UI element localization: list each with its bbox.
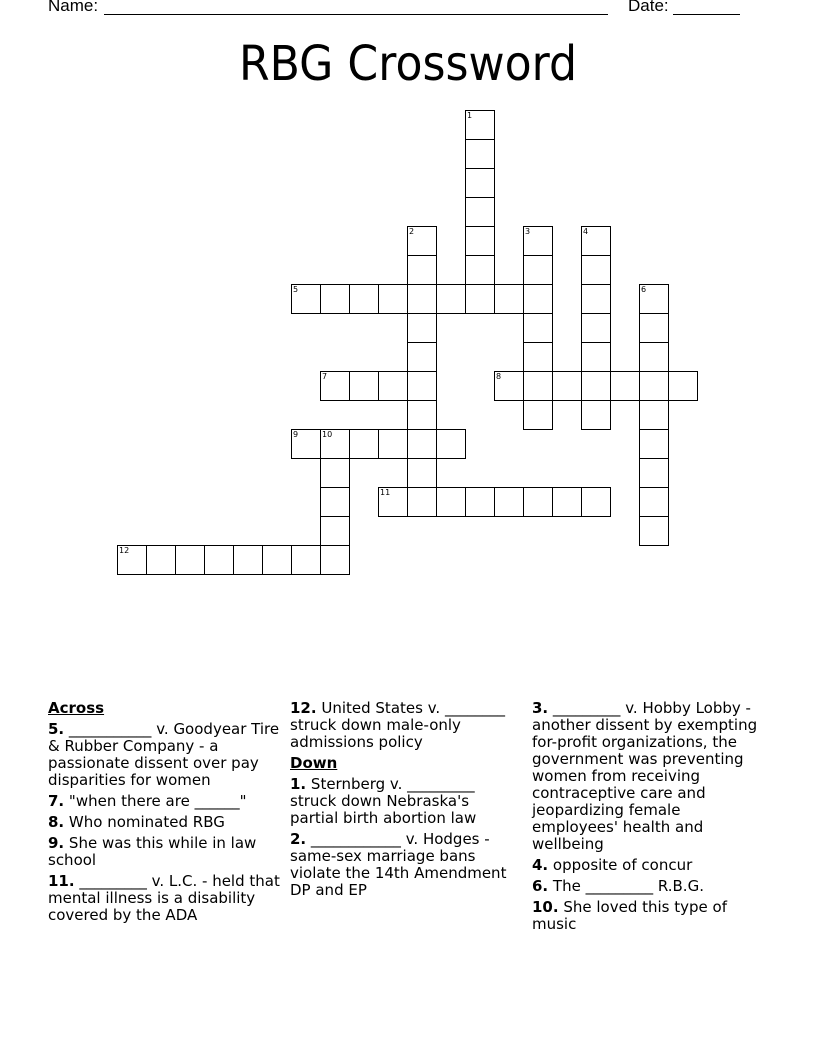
grid-cell[interactable] [378,371,408,401]
grid-cell[interactable] [407,255,437,285]
across-heading: Across [48,699,105,717]
clue-across-12 [290,700,522,751]
cell-number: 9 [293,430,299,439]
grid-cell[interactable] [378,429,408,459]
clue-number: 9. [48,834,65,852]
grid-cell[interactable] [494,487,524,517]
clues-column-3 [532,700,764,937]
grid-cell[interactable] [349,429,379,459]
grid-cell[interactable] [523,487,553,517]
grid-cell[interactable] [465,226,495,256]
clue-number: 7. [48,792,65,810]
grid-cell[interactable] [552,487,582,517]
grid-cell[interactable] [436,487,466,517]
grid-cell[interactable] [349,371,379,401]
grid-cell[interactable] [639,458,669,488]
clue-down-10 [532,899,764,933]
grid-cell[interactable] [494,371,524,401]
grid-cell[interactable] [320,284,350,314]
cell-number: 7 [322,372,328,381]
grid-cell[interactable] [407,226,437,256]
grid-cell[interactable] [552,371,582,401]
grid-cell[interactable] [523,284,553,314]
date-label: Date: [628,0,669,15]
grid-cell[interactable] [465,197,495,227]
clue-down-6 [532,878,764,895]
grid-cell[interactable] [639,400,669,430]
clue-down-3 [532,700,764,853]
grid-cell[interactable] [639,371,669,401]
clue-number: 3. [532,699,549,717]
grid-cell[interactable] [668,371,698,401]
grid-cell[interactable] [523,313,553,343]
clue-across-7 [48,793,280,810]
cell-number: 2 [409,227,415,236]
clue-text: She loved this type of music [532,898,727,933]
grid-cell[interactable] [407,284,437,314]
grid-cell[interactable] [639,342,669,372]
grid-cell[interactable] [175,545,205,575]
clue-text: United States v. ________ struck down male-only admissions policy [290,699,505,751]
grid-cell[interactable] [291,284,321,314]
clue-number: 12. [290,699,317,717]
clue-number: 8. [48,813,65,831]
grid-cell[interactable] [436,284,466,314]
down-heading: Down [290,754,338,772]
grid-cell[interactable] [639,284,669,314]
grid-cell[interactable] [407,342,437,372]
grid-cell[interactable] [523,400,553,430]
grid-cell[interactable] [233,545,263,575]
grid-cell[interactable] [407,371,437,401]
clue-across-11 [48,873,280,924]
grid-cell[interactable] [523,371,553,401]
clue-number: 11. [48,872,75,890]
clues-column-2 [290,700,522,903]
grid-cell[interactable] [407,313,437,343]
cell-number: 1 [467,111,473,120]
grid-cell[interactable] [581,226,611,256]
grid-cell[interactable] [465,139,495,169]
cell-number: 3 [525,227,531,236]
clue-across-5 [48,721,280,789]
clue-number: 5. [48,720,65,738]
grid-cell[interactable] [320,487,350,517]
clue-down-4 [532,857,764,874]
grid-cell[interactable] [639,313,669,343]
clue-across-9 [48,835,280,869]
cell-number: 10 [322,430,333,439]
grid-cell[interactable] [639,516,669,546]
name-label: Name: [48,0,99,15]
clue-text: ___________ v. Goodyear Tire & Rubber Company - a passionate dissent over pay disparities for women [48,720,280,789]
grid-cell[interactable] [436,429,466,459]
grid-cell[interactable] [581,313,611,343]
grid-cell[interactable] [407,458,437,488]
clue-text: She was this while in law school [48,834,257,869]
grid-cell[interactable] [465,487,495,517]
grid-cell[interactable] [465,255,495,285]
clues-column-1 [48,700,280,928]
grid-cell[interactable] [465,284,495,314]
clue-text: Sternberg v. _________ struck down Nebraska's partial birth abortion law [290,775,477,827]
clue-number: 2. [290,830,307,848]
clue-number: 1. [290,775,307,793]
cell-number: 4 [583,227,589,236]
grid-cell[interactable] [581,255,611,285]
grid-cell[interactable] [320,371,350,401]
grid-cell[interactable] [407,400,437,430]
clue-number: 10. [532,898,559,916]
clue-text: _________ v. L.C. - held that mental illness is a disability covered by the ADA [48,872,280,924]
cell-number: 12 [119,546,130,555]
clue-down-2 [290,831,522,899]
grid-cell[interactable] [378,284,408,314]
grid-cell[interactable] [581,400,611,430]
clue-text: _________ v. Hobby Lobby - another dissent by exempting for-profit organizations, the government was preventing women from receiving contraceptive care and jeopardizing female employees' health and wellbeing [532,699,758,853]
grid-cell[interactable] [581,371,611,401]
grid-cell[interactable] [465,110,495,140]
grid-cell[interactable] [610,371,640,401]
clue-number: 6. [532,877,549,895]
grid-cell[interactable] [117,545,147,575]
clue-across-8 [48,814,280,831]
cell-number: 5 [293,285,299,294]
grid-cell[interactable] [291,545,321,575]
cell-number: 8 [496,372,502,381]
clue-text: Who nominated RBG [68,813,225,831]
grid-cell[interactable] [349,284,379,314]
grid-cell[interactable] [320,429,350,459]
grid-cell[interactable] [146,545,176,575]
grid-cell[interactable] [320,545,350,575]
cell-number: 6 [641,285,647,294]
clue-text: opposite of concur [552,856,693,874]
grid-cell[interactable] [523,226,553,256]
grid-cell[interactable] [523,255,553,285]
grid-cell[interactable] [320,516,350,546]
clue-text: "when there are ______" [68,792,247,810]
clue-text: The _________ R.B.G. [552,877,704,895]
grid-cell[interactable] [523,342,553,372]
grid-cell[interactable] [581,487,611,517]
grid-cell[interactable] [639,429,669,459]
grid-cell[interactable] [291,429,321,459]
grid-cell[interactable] [320,458,350,488]
grid-cell[interactable] [378,487,408,517]
clue-down-1 [290,776,522,827]
grid-cell[interactable] [581,284,611,314]
grid-cell[interactable] [639,487,669,517]
grid-cell[interactable] [581,342,611,372]
grid-cell[interactable] [204,545,234,575]
grid-cell[interactable] [494,284,524,314]
grid-cell[interactable] [262,545,292,575]
clue-text: ____________ v. Hodges - same-sex marriage bans violate the 14th Amendment DP and EP [290,830,507,899]
clue-number: 4. [532,856,549,874]
cell-number: 11 [380,488,391,497]
grid-cell[interactable] [407,487,437,517]
page-title: RBG Crossword [238,36,578,92]
grid-cell[interactable] [465,168,495,198]
grid-cell[interactable] [407,429,437,459]
